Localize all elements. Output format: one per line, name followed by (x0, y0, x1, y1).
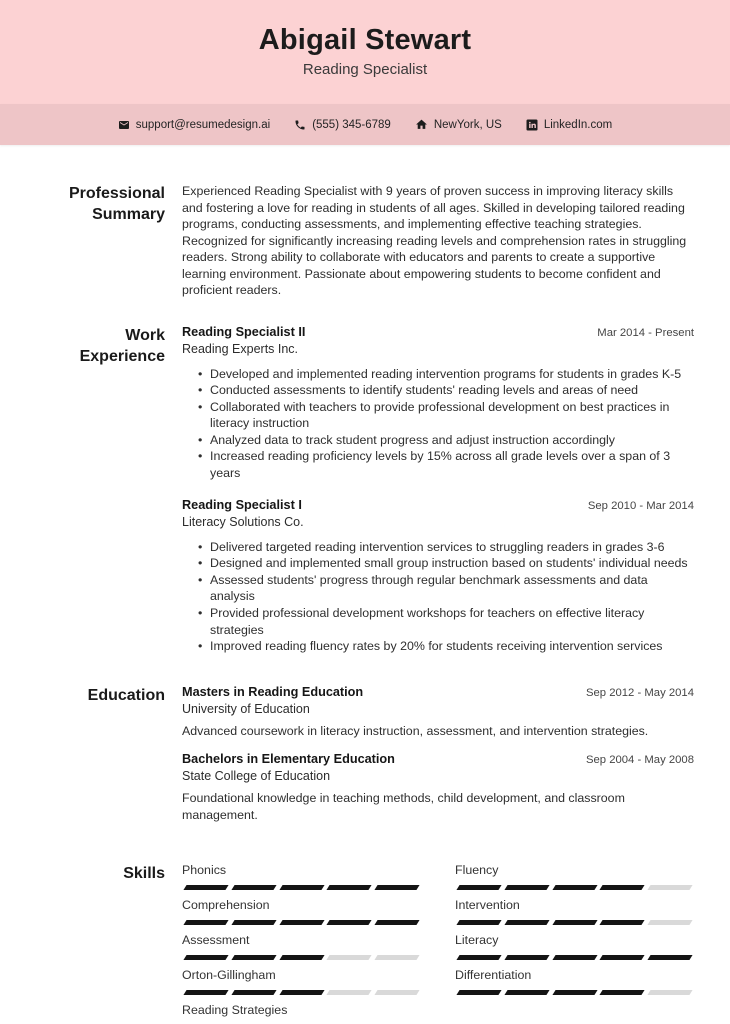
skill-bar-segment (279, 885, 324, 890)
job-bullet: • Delivered targeted reading intervention services to struggling readers in grades 3-6 (182, 539, 694, 556)
skill-bar-segment (231, 885, 276, 890)
candidate-name: Abigail Stewart (258, 24, 472, 56)
contact-location[interactable] (415, 118, 502, 131)
skill-bar-segment (600, 955, 645, 960)
skill-bar-segment (552, 990, 597, 995)
degree-dates: Sep 2012 - May 2014 (585, 686, 694, 699)
skill-bar-segment (504, 955, 549, 960)
skill-bar-segment (600, 920, 645, 925)
job-entry (182, 498, 694, 655)
skill-bar-segment (456, 920, 501, 925)
skill-bar-segment (375, 990, 420, 995)
job-bullet: • Analyzed data to track student progress and adjust instruction accordingly (182, 432, 694, 449)
skill-bar-segment (600, 885, 645, 890)
skill-bar-segment (552, 920, 597, 925)
job-bullet: • Conducted assessments to identify students' reading levels and areas of need (182, 382, 694, 399)
job-entry (182, 325, 694, 482)
contact-linkedin-text: LinkedIn.com (543, 118, 613, 131)
skill-item (182, 1003, 421, 1024)
skill-bar-segment (279, 955, 324, 960)
skill-level-bar (455, 955, 694, 960)
skill-name: Fluency (455, 863, 499, 878)
skill-bar-segment (327, 885, 372, 890)
skill-item (182, 863, 421, 890)
linkedin-icon (526, 119, 538, 131)
skill-item (182, 933, 421, 960)
degree-title: Masters in Reading Education (182, 684, 364, 699)
email-icon (118, 119, 130, 131)
skill-bar-segment (183, 990, 228, 995)
skill-bar-segment (183, 920, 228, 925)
skill-bar-segment (183, 885, 228, 890)
job-title: Reading Specialist I (182, 497, 302, 512)
education-section-label: Education (87, 686, 165, 704)
experience-section-label: Work Experience (79, 326, 165, 365)
summary-section-label: Professional Summary (68, 185, 165, 223)
job-bullet-list (182, 539, 694, 655)
skill-bar-segment (456, 955, 501, 960)
job-bullet: • Improved reading fluency rates by 20% for students receiving intervention services (182, 638, 694, 655)
skill-level-bar (182, 990, 421, 995)
skill-name: Assessment (182, 933, 250, 948)
skill-bar-segment (648, 920, 693, 925)
skill-name: Literacy (455, 933, 499, 948)
summary-section (45, 183, 694, 299)
job-title: Reading Specialist II (182, 324, 306, 339)
skill-bar-segment (552, 885, 597, 890)
contact-bar (0, 104, 730, 145)
skill-item (455, 968, 694, 995)
skill-bar-segment (456, 990, 501, 995)
skill-name: Differentiation (455, 968, 532, 983)
job-company: Literacy Solutions Co. (182, 514, 304, 529)
skill-bar-segment (552, 955, 597, 960)
degree-dates: Sep 2004 - May 2008 (585, 754, 694, 767)
degree-description: Advanced coursework in literacy instruction, assessment, and intervention strategies. (182, 723, 649, 738)
skill-level-bar (182, 920, 421, 925)
skills-section (45, 863, 694, 1024)
skill-bar-segment (327, 955, 372, 960)
skill-bar-segment (600, 990, 645, 995)
job-dates: Sep 2010 - Mar 2014 (587, 499, 694, 512)
skill-bar-segment (375, 920, 420, 925)
skill-name: Phonics (182, 863, 227, 878)
skill-level-bar (182, 885, 421, 890)
skill-bar-segment (456, 885, 501, 890)
skill-bar-segment (504, 920, 549, 925)
job-bullet: • Designed and implemented small group instruction based on students' individual needs (182, 555, 694, 572)
skill-bar-segment (231, 955, 276, 960)
skill-bar-segment (327, 990, 372, 995)
skill-level-bar (455, 990, 694, 995)
phone-icon (294, 119, 306, 131)
skill-item (455, 898, 694, 925)
skill-bar-segment (375, 955, 420, 960)
skill-bar-segment (183, 955, 228, 960)
degree-description: Foundational knowledge in teaching methods, child development, and classroom management. (182, 791, 625, 822)
skill-bar-segment (648, 885, 693, 890)
skill-name: Orton-Gillingham (182, 968, 276, 983)
skill-bar-segment (648, 990, 693, 995)
home-icon (415, 118, 428, 131)
job-dates: Mar 2014 - Present (597, 326, 694, 339)
skill-bar-segment (375, 885, 420, 890)
degree-school: State College of Education (182, 769, 331, 784)
resume-header (0, 0, 730, 104)
skill-bar-segment (327, 920, 372, 925)
skills-section-label: Skills (123, 865, 165, 883)
candidate-title: Reading Specialist (302, 61, 428, 78)
job-company: Reading Experts Inc. (182, 341, 299, 356)
skill-item (455, 863, 694, 890)
skill-name: Comprehension (182, 898, 270, 913)
skill-bar-segment (648, 955, 693, 960)
skill-item (182, 968, 421, 995)
education-section (45, 685, 694, 824)
resume-body (0, 145, 730, 1024)
contact-linkedin[interactable] (526, 119, 612, 131)
skill-item (182, 898, 421, 925)
skill-bar-segment (279, 990, 324, 995)
contact-location-text: NewYork, US (433, 118, 502, 131)
job-bullet: • Increased reading proficiency levels by 15% across all grade levels over a span of 3 years (182, 448, 694, 481)
degree-entry (182, 685, 694, 740)
skill-bar-segment (231, 990, 276, 995)
summary-text: Experienced Reading Specialist with 9 years of proven success in improving literacy skills and fostering a love for reading in students of all ages. Skilled in developing tailored reading programs, conducting assessments, and implementing effective teaching strategies. Recognized for significantly increasing reading levels and comprehension rates in struggling readers. Strong ability to collaborate with educators and parents to create a supportive learning environment. Passionate about empowering students to become confident and proficient readers. (182, 184, 687, 297)
skill-level-bar (455, 885, 694, 890)
contact-email-text: support@resumedesign.ai (135, 118, 271, 131)
job-bullet: • Assessed students' progress through regular benchmark assessments and data analysis (182, 572, 694, 605)
skill-name: Reading Strategies (182, 1003, 288, 1018)
degree-title: Bachelors in Elementary Education (182, 752, 395, 767)
skill-bar-segment (504, 990, 549, 995)
skill-bar-segment (504, 885, 549, 890)
skill-bar-segment (231, 920, 276, 925)
job-bullet: • Provided professional development workshops for teachers on effective literacy strategies (182, 605, 694, 638)
degree-entry (182, 752, 694, 823)
skill-item (455, 933, 694, 960)
job-bullet: • Collaborated with teachers to provide professional development on best practices in literacy instruction (182, 399, 694, 432)
contact-email[interactable] (118, 119, 270, 131)
skill-bar-segment (279, 920, 324, 925)
experience-section (45, 325, 694, 655)
job-bullet-list (182, 366, 694, 482)
skill-level-bar (455, 920, 694, 925)
contact-phone-text: (555) 345-6789 (312, 118, 391, 131)
skill-level-bar (182, 955, 421, 960)
contact-phone[interactable] (294, 119, 391, 131)
degree-school: University of Education (182, 701, 310, 716)
job-bullet: • Developed and implemented reading intervention programs for students in grades K-5 (182, 366, 694, 383)
skills-grid (182, 863, 694, 1024)
skill-name: Intervention (455, 898, 520, 913)
